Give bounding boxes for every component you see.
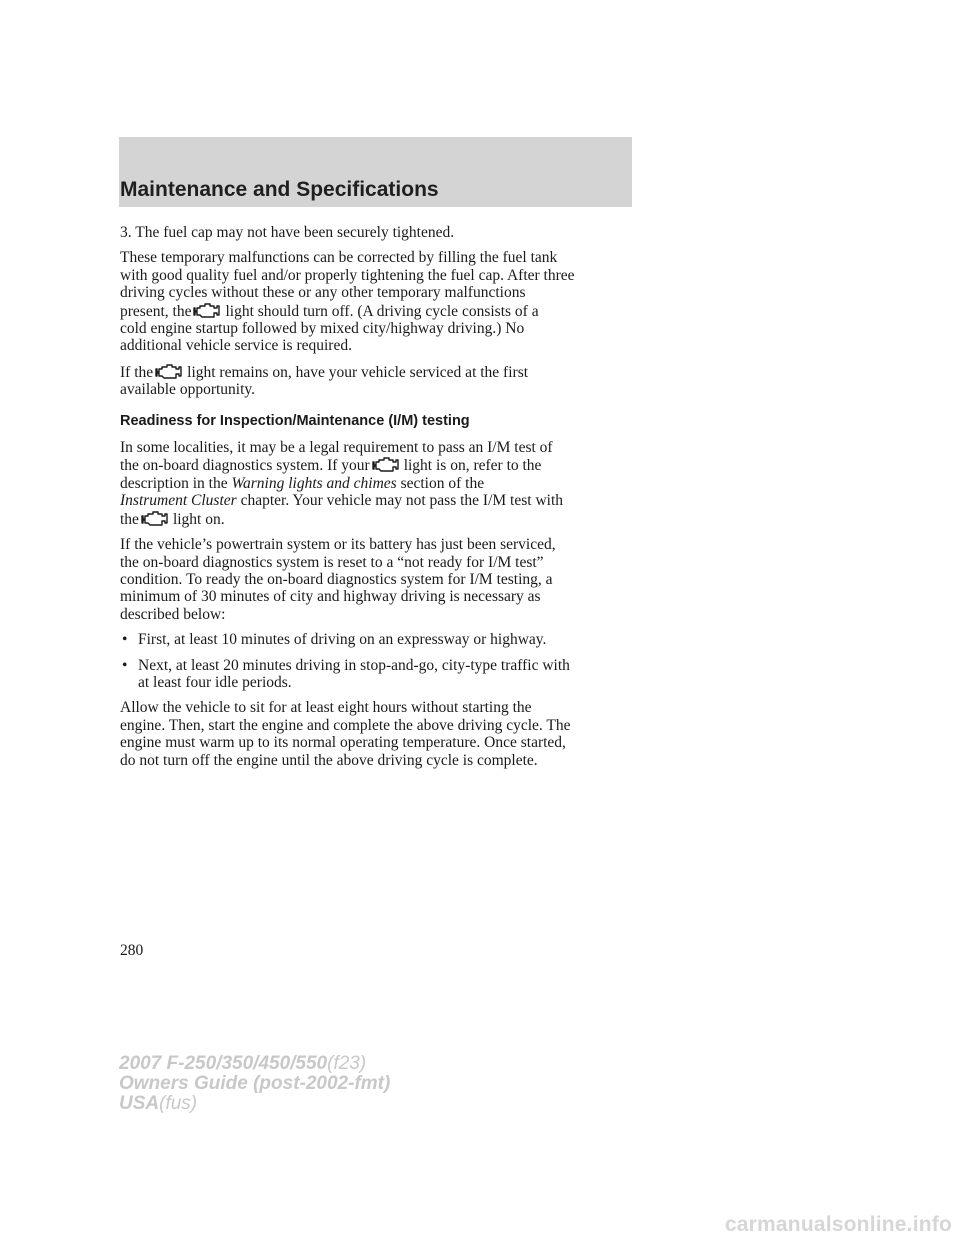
text-line: condition. To ready the on-board diagnostics system for I/M testing, a: [120, 570, 553, 588]
check-engine-icon: [193, 302, 221, 319]
text-line: additional vehicle service is required.: [120, 337, 352, 355]
check-engine-icon: [372, 456, 400, 473]
text-segment: light on.: [172, 510, 225, 528]
watermark-text: carmanualsonline.info: [724, 1213, 952, 1236]
text-line: [120, 475, 640, 492]
footer-model-line: [119, 1054, 390, 1074]
footer-region: USA: [119, 1093, 160, 1114]
text-line: If the vehicle’s powertrain system or its battery has just been serviced,: [120, 536, 556, 554]
footer-guide-line: Owners Guide (post-2002-fmt): [119, 1073, 391, 1094]
text-segment: present, the: [120, 302, 192, 320]
manual-body: [120, 224, 640, 777]
text-segment: light remains on, have your vehicle serviced at the first: [187, 363, 529, 381]
page-number: 280: [120, 942, 144, 959]
text-line: engine must warm up to its normal operating temperature. Once started,: [120, 734, 566, 752]
text-line: engine. Then, start the engine and complete the above driving cycle. The: [120, 716, 571, 734]
paragraph-fuel-cap: [120, 224, 640, 241]
text-line: [120, 510, 640, 528]
paragraph-im-test: [120, 439, 640, 528]
text-line: 3. The fuel cap may not have been securely tightened.: [120, 224, 455, 241]
footer-model-code: (f23): [327, 1053, 367, 1074]
text-line: at least four idle periods.: [138, 673, 292, 691]
text-segment: If the: [120, 363, 154, 381]
text-line: [120, 363, 640, 381]
text-segment: light is on, refer to the: [403, 457, 542, 475]
cross-reference-warning-lights: Warning lights and chimes: [231, 474, 397, 492]
text-line: In some localities, it may be a legal requirement to pass an I/M test of: [120, 439, 553, 457]
bullet-icon: •: [122, 656, 128, 674]
cross-reference-instrument-cluster: Instrument Cluster: [120, 492, 237, 510]
text-segment: light should turn off. (A driving cycle consists of a: [225, 302, 539, 320]
text-line: First, at least 10 minutes of driving on an expressway or highway.: [138, 631, 547, 649]
text-line: [120, 456, 640, 474]
text-line: [120, 492, 640, 509]
footer-region-code: (fus): [159, 1093, 198, 1114]
paragraph-temporary-malfunctions: [120, 249, 640, 354]
text-line: cold engine startup followed by mixed city/highway driving.) No: [120, 320, 525, 338]
text-line: with good quality fuel and/or properly tightening the fuel cap. After three: [120, 266, 575, 284]
section-title: Maintenance and Specifications: [120, 178, 439, 201]
text-line: Allow the vehicle to sit for at least eight hours without starting the: [120, 699, 532, 717]
text-line: do not turn off the engine until the above driving cycle is complete.: [120, 751, 538, 769]
text-line: minimum of 30 minutes of city and highway driving is necessary as: [120, 588, 541, 606]
list-item: [120, 657, 640, 692]
text-line: described below:: [120, 605, 226, 623]
list-item: [120, 631, 640, 648]
subheading-im-testing: Readiness for Inspection/Maintenance (I/M) testing: [120, 412, 470, 429]
text-line: driving cycles without these or any other temporary malfunctions: [120, 284, 526, 302]
text-line: These temporary malfunctions can be corrected by filling the fuel tank: [120, 249, 558, 267]
text-line: Next, at least 20 minutes driving in stop-and-go, city-type traffic with: [138, 656, 570, 674]
text-line: [120, 302, 640, 320]
text-segment: description in the: [120, 474, 228, 492]
text-segment: section of the: [400, 474, 485, 492]
footer-region-line: [119, 1094, 390, 1114]
check-engine-icon: [141, 510, 169, 527]
bullet-icon: •: [122, 631, 128, 649]
paragraph-allow-vehicle-sit: [120, 699, 640, 769]
footer-model: 2007 F-250/350/450/550: [119, 1053, 328, 1074]
text-line: available opportunity.: [120, 381, 256, 399]
text-line: the on-board diagnostics system is reset to a “not ready for I/M test”: [120, 553, 544, 571]
text-segment: chapter. Your vehicle may not pass the I/M test with: [240, 492, 563, 510]
check-engine-icon: [155, 363, 183, 380]
paragraph-powertrain-reset: [120, 536, 640, 623]
text-segment: the: [120, 510, 139, 528]
text-segment: the on-board diagnostics system. If your: [120, 457, 370, 475]
paragraph-light-remains-on: [120, 363, 640, 399]
document-footer: [119, 1054, 390, 1114]
